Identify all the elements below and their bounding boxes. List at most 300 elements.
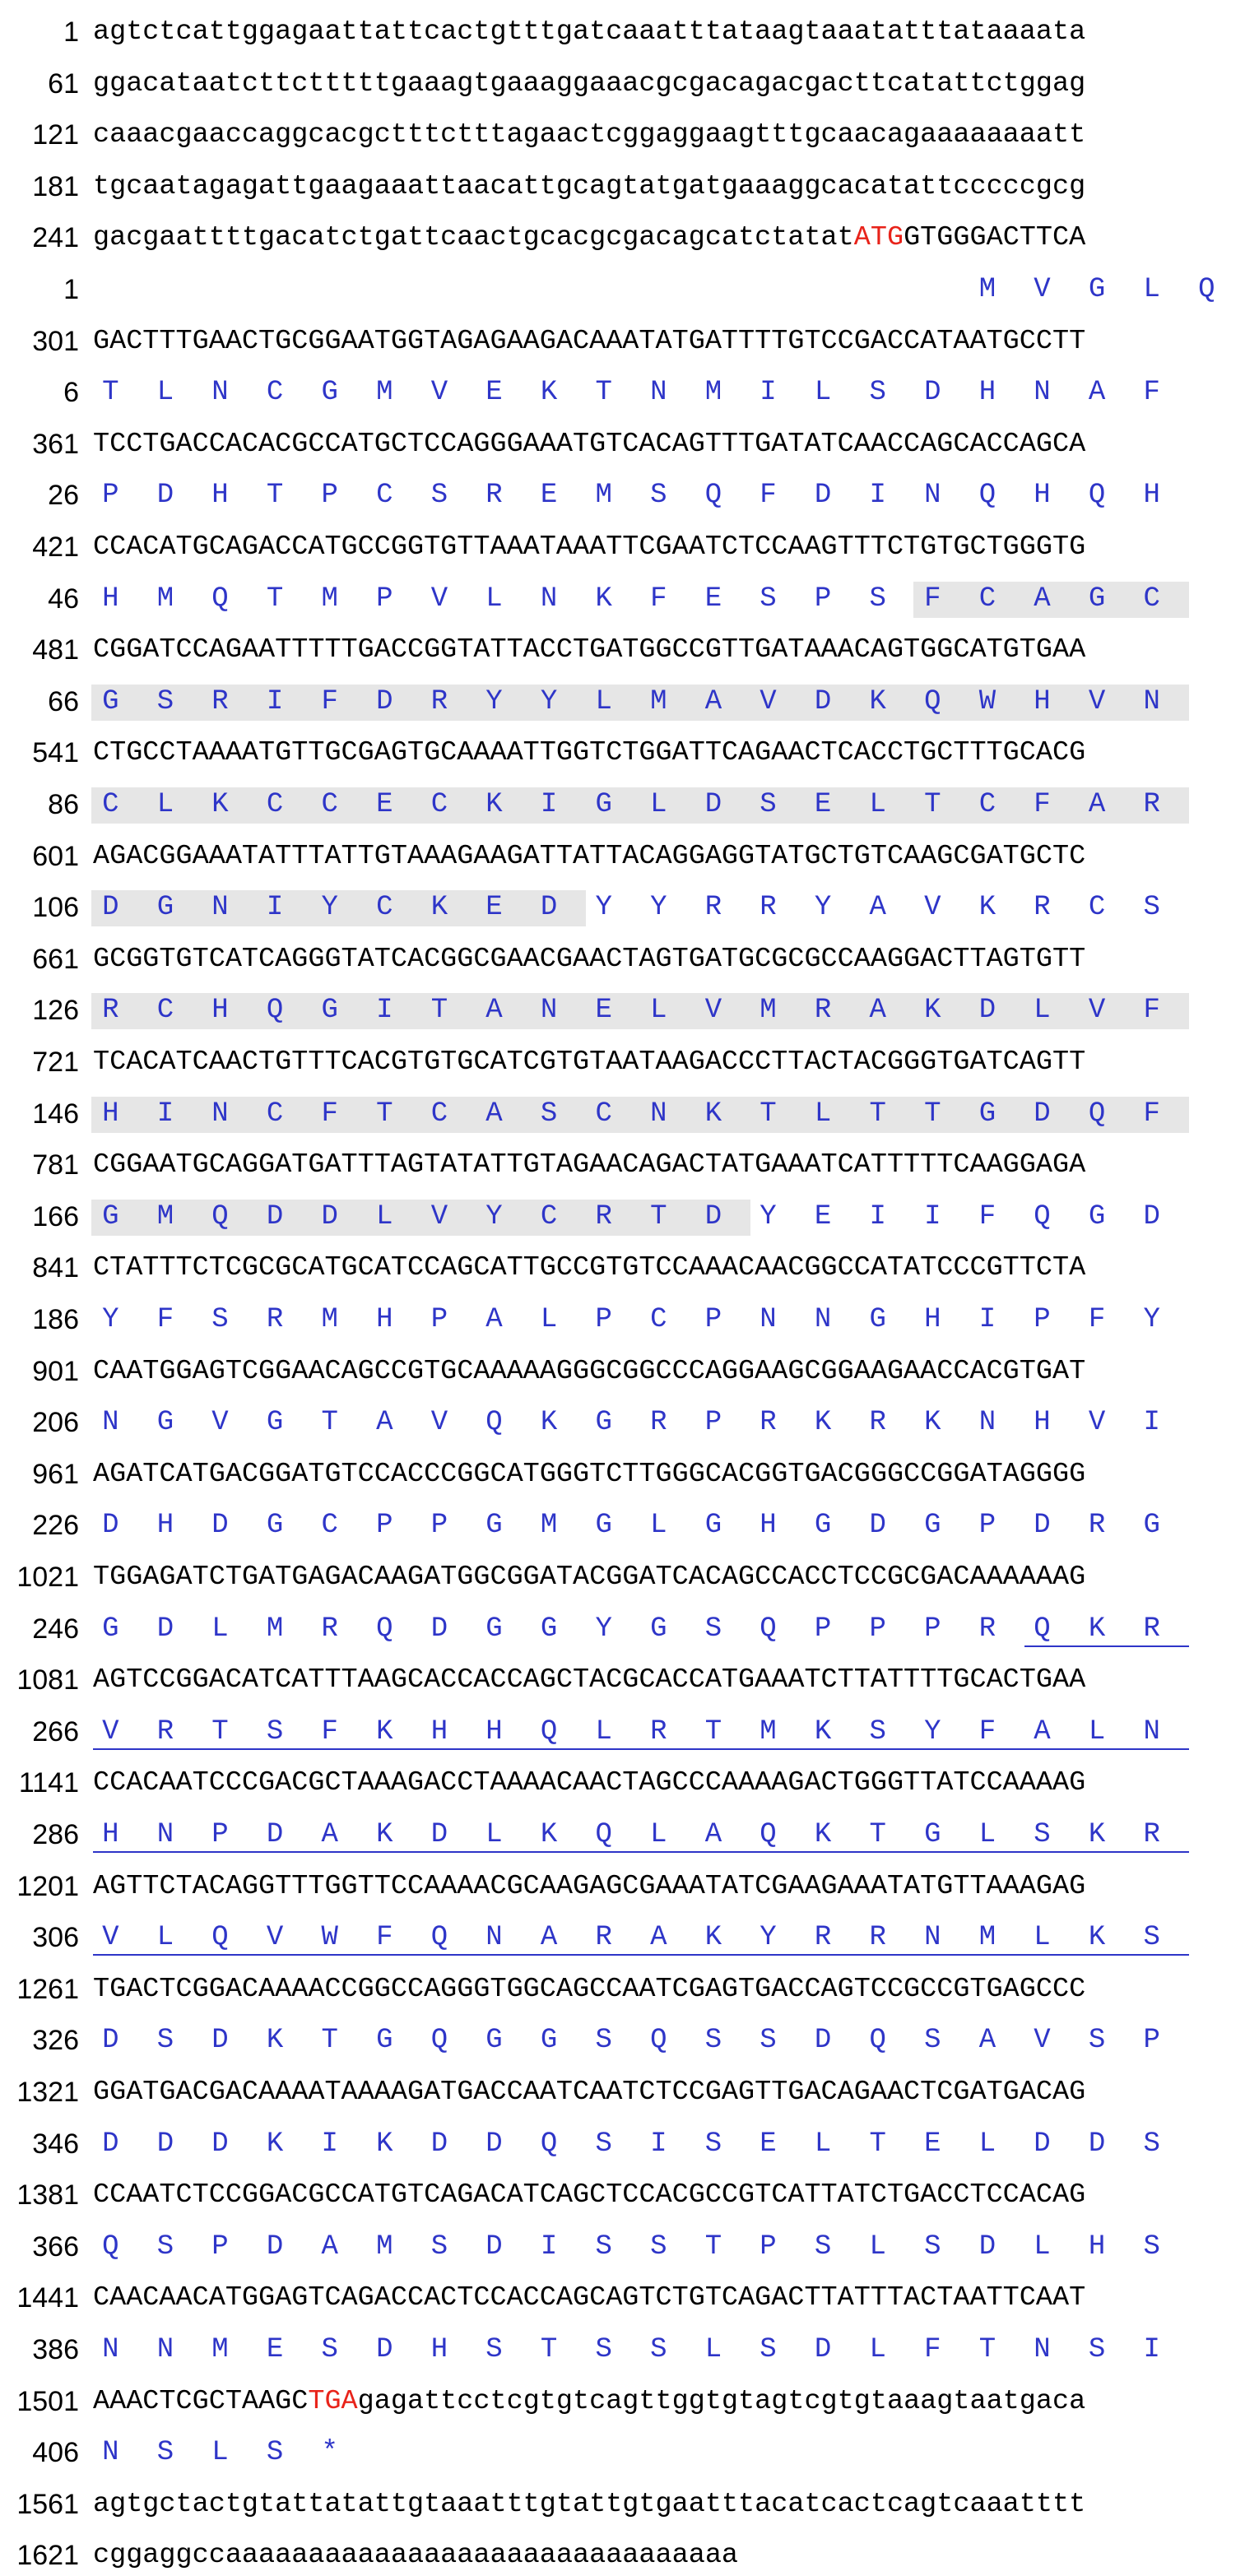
nucleotide-position: 1021 (16, 1562, 79, 1593)
amino-acid-residue: C (978, 583, 996, 615)
amino-acid-row (0, 1711, 1245, 1752)
amino-acid-residue: R (704, 892, 722, 924)
amino-acid-row (0, 1608, 1245, 1650)
amino-acid-residue: T (650, 1200, 667, 1232)
amino-acid-residue: L (211, 2437, 229, 2469)
amino-acid-residue: S (211, 1304, 229, 1335)
residue-position: 66 (48, 685, 79, 717)
amino-acid-residue: K (1088, 1819, 1106, 1850)
amino-acid-residue: L (978, 2128, 996, 2160)
amino-acid-residue: R (978, 1613, 996, 1645)
amino-acid-residue: E (924, 2128, 941, 2160)
amino-acid-residue: S (595, 2025, 612, 2057)
nucleotide-sequence: GACTTTGAACTGCGGAATGGTAGAGAAGACAAATATGATTTTGTCCGACCATAATGCCTT (93, 325, 1086, 357)
amino-acid-residue: G (924, 1510, 941, 1542)
amino-acid-residue: S (1088, 2025, 1106, 2057)
amino-acid-residue: Q (430, 1922, 448, 1954)
amino-acid-residue: Q (650, 2025, 667, 2057)
amino-acid-residue: F (1034, 789, 1051, 820)
amino-acid-residue: P (814, 583, 832, 615)
amino-acid-residue: V (430, 377, 448, 409)
amino-acid-residue: Y (760, 1200, 777, 1232)
amino-acid-residue: D (430, 1819, 448, 1850)
amino-acid-residue: A (321, 2230, 338, 2263)
amino-acid-residue: A (869, 892, 886, 924)
amino-acid-residue: S (540, 1098, 558, 1130)
nucleotide-position: 361 (32, 428, 79, 460)
amino-acid-residue: N (211, 892, 229, 924)
amino-acid-residue: L (704, 2334, 722, 2365)
amino-acid-residue: N (650, 1098, 667, 1130)
amino-acid-residue: D (102, 2025, 119, 2057)
amino-acid-residue: T (211, 1715, 229, 1748)
amino-acid-residue: D (102, 1510, 119, 1542)
amino-acid-residue: G (102, 1613, 119, 1645)
amino-acid-residue: Y (760, 1922, 777, 1954)
amino-acid-sequence (93, 1917, 1243, 1958)
amino-acid-residue: K (211, 789, 229, 820)
residue-position: 6 (63, 377, 79, 409)
nucleotide-position: 121 (32, 119, 79, 151)
amino-acid-residue: M (978, 1922, 996, 1954)
nucleotide-position: 241 (32, 222, 79, 254)
amino-acid-residue: N (814, 1304, 832, 1335)
amino-acid-residue: H (924, 1304, 941, 1335)
amino-acid-residue: Q (1198, 274, 1215, 305)
nucleotide-sequence: CTGCCTAAAATGTTGCGAGTGCAAAATTGGTCTGGATTCAGAACTCACCTGCTTTGCACG (93, 737, 1086, 769)
amino-acid-residue: P (211, 2230, 229, 2263)
amino-acid-residue: C (1143, 583, 1160, 615)
amino-acid-residue: M (211, 2334, 229, 2365)
amino-acid-residue: P (321, 480, 338, 512)
nucleotide-position: 1501 (16, 2385, 79, 2417)
amino-acid-residue: A (376, 1407, 393, 1439)
amino-acid-residue: D (211, 2025, 229, 2057)
amino-acid-residue: I (1143, 1407, 1160, 1439)
amino-acid-residue: D (485, 2230, 503, 2263)
amino-acid-residue: D (1034, 1510, 1051, 1542)
amino-acid-residue: S (704, 2025, 722, 2057)
amino-acid-residue: N (156, 2334, 174, 2365)
amino-acid-residue: S (321, 2334, 338, 2365)
amino-acid-residue: K (540, 377, 558, 409)
amino-acid-residue: G (814, 1510, 832, 1542)
amino-acid-residue: S (650, 480, 667, 512)
amino-acid-residue: A (978, 2025, 996, 2057)
amino-acid-residue: P (924, 1613, 941, 1645)
nucleotide-row (0, 1042, 1245, 1083)
nucleotide-sequence: caaacgaaccaggcacgctttctttagaactcggaggaagtttgcaacagaaaaaaaatt (93, 119, 1086, 151)
amino-acid-residue: G (1143, 1510, 1160, 1542)
amino-acid-residue: D (102, 892, 119, 924)
amino-acid-residue: D (704, 1200, 722, 1232)
amino-acid-residue: D (1034, 2128, 1051, 2160)
nucleotide-position: 421 (32, 531, 79, 563)
nucleotide-sequence: CTATTTCTCGCGCATGCATCCAGCATTGCCGTGTCCAAACAACGGCCATATCCCGTTCTA (93, 1252, 1086, 1284)
amino-acid-residue: R (430, 685, 448, 717)
amino-acid-residue: P (430, 1510, 448, 1542)
nucleotide-row (0, 629, 1245, 671)
amino-acid-sequence (93, 990, 1243, 1031)
amino-acid-residue: F (321, 685, 338, 717)
amino-acid-residue: F (978, 1715, 996, 1748)
amino-acid-residue: L (978, 1819, 996, 1850)
amino-acid-residue: C (978, 789, 996, 820)
amino-acid-residue: S (924, 2230, 941, 2263)
residue-position: 406 (32, 2437, 79, 2469)
amino-acid-residue: N (485, 1922, 503, 1954)
amino-acid-residue: T (321, 1407, 338, 1439)
residue-position: 326 (32, 2025, 79, 2057)
amino-acid-residue: V (102, 1922, 119, 1954)
amino-acid-sequence (93, 1505, 1243, 1546)
nucleotide-position: 1201 (16, 1870, 79, 1902)
nucleotide-position: 1 (63, 16, 79, 48)
amino-acid-residue: A (704, 1819, 722, 1850)
amino-acid-residue: Q (485, 1407, 503, 1439)
amino-acid-residue: Y (924, 1715, 941, 1748)
amino-acid-residue: N (540, 995, 558, 1027)
amino-acid-residue: P (978, 1510, 996, 1542)
amino-acid-residue: I (760, 377, 777, 409)
amino-acid-sequence (93, 681, 1243, 722)
amino-acid-residue: N (1143, 685, 1160, 717)
amino-acid-residue: K (430, 892, 448, 924)
amino-acid-residue: E (540, 480, 558, 512)
amino-acid-residue: T (924, 1098, 941, 1130)
amino-acid-residue: T (704, 2230, 722, 2263)
nucleotide-row (0, 114, 1245, 155)
residue-position: 346 (32, 2128, 79, 2160)
amino-acid-residue: G (1088, 583, 1106, 615)
amino-acid-residue: R (814, 995, 832, 1027)
amino-acid-residue: D (978, 995, 996, 1027)
amino-acid-residue: F (1143, 377, 1160, 409)
amino-acid-residue: A (485, 995, 503, 1027)
amino-acid-residue: Q (978, 480, 996, 512)
amino-acid-residue: F (978, 1200, 996, 1232)
amino-acid-residue: P (376, 583, 393, 615)
amino-acid-residue: G (540, 2025, 558, 2057)
amino-acid-residue: P (595, 1304, 612, 1335)
nucleotide-sequence: CCACAATCCCGACGCTAAAGACCTAAAACAACTAGCCCAAAAGACTGGGTTATCCAAAAG (93, 1767, 1086, 1799)
amino-acid-residue: Q (1088, 1098, 1106, 1130)
amino-acid-residue: M (760, 1715, 777, 1748)
amino-acid-row (0, 990, 1245, 1031)
nucleotide-position: 481 (32, 634, 79, 666)
amino-acid-residue: K (595, 583, 612, 615)
amino-acid-residue: Y (540, 685, 558, 717)
amino-acid-residue: E (814, 789, 832, 820)
nucleotide-row (0, 1454, 1245, 1495)
nucleotide-sequence: AAACTCGCTAAGCTGAgagattcctcgtgtcagttggtgtagtcgtgtaaagtaatgaca (93, 2385, 1086, 2417)
amino-acid-residue: R (869, 1407, 886, 1439)
amino-acid-residue: V (102, 1715, 119, 1748)
amino-acid-residue: T (266, 583, 284, 615)
amino-acid-residue: Q (211, 583, 229, 615)
amino-acid-residue: V (760, 685, 777, 717)
amino-acid-residue: P (430, 1304, 448, 1335)
amino-acid-residue: P (102, 480, 119, 512)
amino-acid-residue: F (924, 2334, 941, 2365)
codon-highlight: TGA (308, 2385, 358, 2417)
amino-acid-residue: C (430, 789, 448, 820)
amino-acid-residue: Q (1034, 1200, 1051, 1232)
residue-position: 366 (32, 2230, 79, 2263)
nucleotide-row (0, 939, 1245, 980)
amino-acid-residue: I (869, 1200, 886, 1232)
amino-acid-residue: A (485, 1304, 503, 1335)
amino-acid-residue: T (102, 377, 119, 409)
nucleotide-position: 1141 (18, 1767, 79, 1799)
amino-acid-residue: M (650, 685, 667, 717)
amino-acid-residue: D (321, 1200, 338, 1232)
nucleotide-sequence: AGACGGAAATATTTATTGTAAAGAAGATTATTACAGGAGGTATGCTGTCAAGCGATGCTC (93, 840, 1086, 872)
amino-acid-residue: L (1034, 995, 1051, 1027)
amino-acid-residue: G (1088, 1200, 1106, 1232)
amino-acid-residue: S (760, 789, 777, 820)
amino-acid-residue: K (814, 1407, 832, 1439)
amino-acid-residue: L (485, 1819, 503, 1850)
amino-acid-residue: S (1034, 1819, 1051, 1850)
nucleotide-row (0, 1762, 1245, 1803)
amino-acid-residue: N (1034, 377, 1051, 409)
amino-acid-residue: S (595, 2128, 612, 2160)
amino-acid-row (0, 887, 1245, 928)
amino-acid-residue: F (1143, 995, 1160, 1027)
amino-acid-residue: S (430, 2230, 448, 2263)
amino-acid-residue: E (814, 1200, 832, 1232)
amino-acid-residue: F (1143, 1098, 1160, 1130)
amino-acid-residue: Q (760, 1819, 777, 1850)
amino-acid-residue: N (924, 480, 941, 512)
amino-acid-residue: G (485, 2025, 503, 2057)
amino-acid-residue: N (102, 2437, 119, 2469)
amino-acid-residue: S (595, 2230, 612, 2263)
amino-acid-residue: H (485, 1715, 503, 1748)
amino-acid-residue: P (704, 1304, 722, 1335)
amino-acid-residue: L (650, 995, 667, 1027)
amino-acid-residue: L (156, 1922, 174, 1954)
amino-acid-residue: Y (814, 892, 832, 924)
amino-acid-residue: T (321, 2025, 338, 2057)
amino-acid-residue: Y (1143, 1304, 1160, 1335)
amino-acid-residue: S (650, 2230, 667, 2263)
amino-acid-residue: Q (430, 2025, 448, 2057)
amino-acid-row (0, 1814, 1245, 1855)
amino-acid-residue: V (1034, 274, 1051, 305)
nucleotide-position: 601 (32, 840, 79, 872)
amino-acid-residue: K (814, 1715, 832, 1748)
amino-acid-residue: S (156, 685, 174, 717)
amino-acid-residue: A (1088, 789, 1106, 820)
amino-acid-residue: D (814, 2334, 832, 2365)
amino-acid-residue: F (1088, 1304, 1106, 1335)
amino-acid-residue: T (978, 2334, 996, 2365)
amino-acid-residue: S (266, 1715, 284, 1748)
nucleotide-row (0, 1351, 1245, 1392)
amino-acid-residue: E (376, 789, 393, 820)
residue-position: 46 (48, 583, 79, 615)
amino-acid-residue: H (211, 995, 229, 1027)
amino-acid-residue: P (814, 1613, 832, 1645)
amino-acid-residue: T (704, 1715, 722, 1748)
amino-acid-residue: I (321, 2128, 338, 2160)
nucleotide-row (0, 166, 1245, 207)
amino-acid-residue: N (102, 2334, 119, 2365)
amino-acid-residue: E (266, 2334, 284, 2365)
nucleotide-sequence: CGGATCCAGAATTTTTGACCGGTATTACCTGATGGCCGTTGATAAACAGTGGCATGTGAA (93, 634, 1086, 666)
amino-acid-residue: A (485, 1098, 503, 1130)
amino-acid-residue: K (1088, 1613, 1106, 1645)
amino-acid-residue: M (266, 1613, 284, 1645)
amino-acid-residue: P (211, 1819, 229, 1850)
amino-acid-residue: M (540, 1510, 558, 1542)
amino-acid-residue: G (266, 1407, 284, 1439)
amino-acid-residue: T (760, 1098, 777, 1130)
amino-acid-residue: T (869, 1819, 886, 1850)
amino-acid-residue: R (595, 1922, 612, 1954)
amino-acid-residue: P (1143, 2025, 1160, 2057)
amino-acid-residue: G (321, 995, 338, 1027)
amino-acid-residue: R (1143, 1613, 1160, 1645)
amino-acid-residue: S (869, 377, 886, 409)
amino-acid-residue: G (540, 1613, 558, 1645)
nucleotide-sequence: CCAATCTCCGGACGCCATGTCAGACATCAGCTCCACGCCGTCATTATCTGACCTCCACAG (93, 2179, 1086, 2212)
amino-acid-residue: I (650, 2128, 667, 2160)
amino-acid-residue: D (540, 892, 558, 924)
amino-acid-residue: N (156, 1819, 174, 1850)
amino-acid-residue: E (485, 892, 503, 924)
amino-acid-residue: C (430, 1098, 448, 1130)
amino-acid-residue: K (978, 892, 996, 924)
nucleotide-sequence: gacgaattttgacatctgattcaactgcacgcgacagcatctatatATGGTGGGACTTCA (93, 222, 1086, 254)
amino-acid-residue: G (102, 1200, 119, 1232)
amino-acid-residue: R (814, 1922, 832, 1954)
amino-acid-residue: H (430, 1715, 448, 1748)
amino-acid-residue: H (1034, 480, 1051, 512)
amino-acid-residue: L (650, 1819, 667, 1850)
amino-acid-residue: V (430, 583, 448, 615)
amino-acid-row (0, 1196, 1245, 1237)
amino-acid-residue: V (1034, 2025, 1051, 2057)
nucleotide-sequence: agtctcattggagaattattcactgtttgatcaaatttataagtaaatatttataaaata (93, 16, 1086, 48)
amino-acid-residue: Q (595, 1819, 612, 1850)
amino-acid-residue: L (485, 583, 503, 615)
amino-acid-residue: C (376, 480, 393, 512)
nucleotide-sequence: tgcaatagagattgaagaaattaacattgcagtatgatgaaaggcacatattcccccgcg (93, 170, 1086, 202)
amino-acid-sequence (93, 1608, 1243, 1650)
amino-acid-residue: K (869, 685, 886, 717)
residue-position: 26 (48, 480, 79, 512)
amino-acid-residue: Q (540, 2128, 558, 2160)
amino-acid-residue: L (650, 1510, 667, 1542)
amino-acid-residue: G (376, 2025, 393, 2057)
amino-acid-residue: I (376, 995, 393, 1027)
amino-acid-residue: K (376, 2128, 393, 2160)
amino-acid-residue: F (156, 1304, 174, 1335)
amino-acid-residue: V (211, 1407, 229, 1439)
amino-acid-row (0, 681, 1245, 722)
amino-acid-residue: D (1088, 2128, 1106, 2160)
nucleotide-position: 1381 (16, 2179, 79, 2212)
amino-acid-residue: K (540, 1407, 558, 1439)
amino-acid-residue: I (1143, 2334, 1160, 2365)
amino-acid-residue: S (869, 1715, 886, 1748)
amino-acid-residue: * (321, 2437, 338, 2469)
nucleotide-row (0, 321, 1245, 362)
amino-acid-residue: N (760, 1304, 777, 1335)
amino-acid-residue: H (978, 377, 996, 409)
nucleotide-position: 301 (32, 325, 79, 357)
amino-acid-residue: D (102, 2128, 119, 2160)
amino-acid-residue: N (102, 1407, 119, 1439)
amino-acid-residue: H (102, 1819, 119, 1850)
amino-acid-residue: K (376, 1715, 393, 1748)
amino-acid-residue: P (1034, 1304, 1051, 1335)
amino-acid-sequence (93, 784, 1243, 825)
residue-position: 226 (32, 1510, 79, 1542)
amino-acid-residue: A (869, 995, 886, 1027)
nucleotide-row (0, 1144, 1245, 1186)
nucleotide-row (0, 63, 1245, 104)
nucleotide-row (0, 1866, 1245, 1907)
amino-acid-residue: L (869, 789, 886, 820)
amino-acid-residue: Q (704, 480, 722, 512)
amino-acid-residue: R (595, 1200, 612, 1232)
amino-acid-residue: D (924, 377, 941, 409)
amino-acid-residue: T (869, 1098, 886, 1130)
residue-position: 146 (32, 1098, 79, 1130)
amino-acid-sequence (93, 887, 1243, 928)
amino-acid-residue: F (650, 583, 667, 615)
amino-acid-residue: K (704, 1922, 722, 1954)
amino-acid-sequence (93, 1711, 1243, 1752)
nucleotide-position: 1561 (16, 2488, 79, 2520)
amino-acid-residue: K (924, 995, 941, 1027)
amino-acid-residue: E (760, 2128, 777, 2160)
amino-acid-sequence (93, 1402, 1243, 1443)
nucleotide-position: 1321 (16, 2077, 79, 2108)
amino-acid-residue: T (540, 2334, 558, 2365)
amino-acid-residue: H (102, 1098, 119, 1130)
amino-acid-residue: A (1088, 377, 1106, 409)
nucleotide-sequence: CGGAATGCAGGATGATTTAGTATATTGTAGAACAGACTATGAAATCATTTTTCAAGGAGA (93, 1149, 1086, 1181)
amino-acid-residue: H (102, 583, 119, 615)
nucleotide-position: 961 (32, 1458, 79, 1490)
amino-acid-row (0, 2432, 1245, 2473)
nucleotide-sequence: AGTCCGGACATCATTTAAGCACCACCAGCTACGCACCATGAAATCTTATTTTGCACTGAA (93, 1664, 1086, 1696)
amino-acid-residue: Y (650, 892, 667, 924)
amino-acid-residue: L (1034, 2230, 1051, 2263)
amino-acid-residue: Q (211, 1922, 229, 1954)
amino-acid-residue: D (156, 480, 174, 512)
amino-acid-residue: M (321, 1304, 338, 1335)
amino-acid-residue: S (760, 2025, 777, 2057)
amino-acid-residue: S (156, 2230, 174, 2263)
amino-acid-residue: D (430, 2128, 448, 2160)
amino-acid-residue: S (1143, 1922, 1160, 1954)
amino-acid-residue: S (704, 2128, 722, 2160)
nucleotide-position: 181 (32, 170, 79, 202)
residue-position: 126 (32, 995, 79, 1027)
amino-acid-residue: C (595, 1098, 612, 1130)
amino-acid-residue: Y (485, 685, 503, 717)
amino-acid-residue: I (156, 1098, 174, 1130)
amino-acid-residue: M (376, 377, 393, 409)
nucleotide-row (0, 2484, 1245, 2525)
amino-acid-residue: I (266, 685, 284, 717)
